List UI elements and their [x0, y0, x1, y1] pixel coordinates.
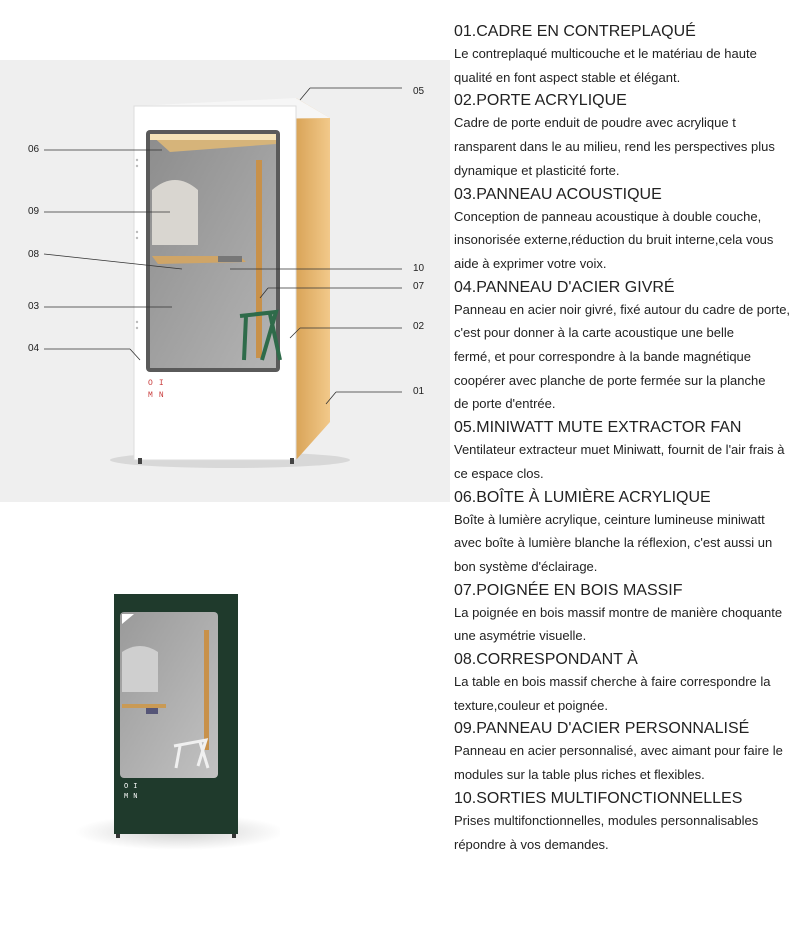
feature-08: [454, 648, 806, 717]
feature-list: [454, 20, 806, 856]
brand-letter: O: [148, 379, 159, 388]
feature-line: ce espace clos.: [454, 465, 544, 481]
feature-line: ransparent dans le au milieu, rend les perspectives plus: [454, 139, 775, 155]
feature-line: dynamique et plasticité forte.: [454, 162, 620, 178]
feature-line: c'est pour donner à la carte acoustique une belle: [454, 325, 735, 341]
feature-title: 05.MINIWATT MUTE EXTRACTOR FAN: [454, 419, 742, 437]
feature-description: [454, 508, 806, 579]
feature-description: [454, 739, 806, 786]
feature-title: 02.PORTE ACRYLIQUE: [454, 92, 627, 110]
feature-05: [454, 416, 806, 485]
booth-green-illustration: [60, 570, 280, 930]
feature-line: bon système d'éclairage.: [454, 558, 598, 574]
callout-08: 08: [28, 249, 40, 260]
feature-description: [454, 438, 806, 485]
feature-line: Cadre de porte enduit de poudre avec acrylique t: [454, 115, 736, 131]
brand-letter: N: [158, 391, 170, 400]
feature-line: une asymétrie visuelle.: [454, 628, 587, 644]
feature-line: Panneau en acier personnalisé, avec aimant pour faire le: [454, 743, 783, 759]
feature-title: 06.BOÎTE À LUMIÈRE ACRYLIQUE: [454, 488, 711, 506]
brand-letter: M: [148, 391, 159, 400]
feature-line: aide à exprimer votre voix.: [454, 255, 607, 271]
feature-line: qualité en font aspect stable et élégant.: [454, 69, 681, 85]
feature-line: texture,couleur et poignée.: [454, 697, 608, 713]
feature-line: Boîte à lumière acrylique, ceinture lumineuse miniwatt: [454, 511, 765, 527]
callout-06: 06: [28, 144, 40, 155]
brand-mark: [148, 378, 172, 402]
feature-description: [454, 205, 806, 276]
feature-02: [454, 89, 806, 182]
feature-description: [454, 809, 806, 856]
booth-green-photo: [60, 570, 280, 930]
feature-description: [454, 42, 806, 89]
callout-10: 10: [413, 263, 425, 274]
feature-06: [454, 486, 806, 579]
feature-01: [454, 20, 806, 89]
feature-line: Le contreplaqué multicouche et le matériau de haute: [454, 46, 757, 61]
feature-title: 10.SORTIES MULTIFONCTIONNELLES: [454, 789, 743, 807]
feature-07: [454, 579, 806, 648]
feature-line: La table en bois massif cherche à faire correspondre la: [454, 674, 771, 690]
feature-line: Conception de panneau acoustique à double couche,: [454, 208, 762, 224]
feature-title: 08.CORRESPONDANT À: [454, 651, 638, 669]
feature-description: [454, 670, 806, 717]
callout-03: 03: [28, 301, 40, 312]
feature-10: [454, 787, 806, 856]
feature-line: Ventilateur extracteur muet Miniwatt, fournit de l'air frais à: [454, 442, 785, 458]
feature-09: [454, 717, 806, 786]
feature-line: insonorisée externe,réduction du bruit interne,cela vous: [454, 232, 774, 248]
feature-line: fermé, et pour correspondre à la bande magnétique: [454, 349, 752, 365]
feature-title: 03.PANNEAU ACOUSTIQUE: [454, 185, 662, 203]
brand-letter: I: [158, 379, 170, 388]
brand-letter: O: [124, 783, 134, 791]
brand-letter: I: [133, 783, 143, 791]
feature-line: de porte d'entrée.: [454, 396, 556, 412]
booth-white-diagram: [0, 60, 450, 502]
booth-white-illustration: [0, 60, 450, 502]
feature-03: [454, 183, 806, 276]
callout-02: 02: [413, 321, 425, 332]
feature-description: [454, 298, 806, 417]
feature-line: Panneau en acier noir givré, fixé autour du cadre de porte,: [454, 301, 791, 317]
feature-line: Prises multifonctionnelles, modules personnalisables: [454, 812, 759, 828]
feature-title: 09.PANNEAU D'ACIER PERSONNALISÉ: [454, 720, 750, 738]
feature-title: 01.CADRE EN CONTREPLAQUÉ: [454, 23, 696, 40]
feature-description: [454, 111, 806, 182]
callout-05: 05: [413, 86, 425, 97]
feature-line: La poignée en bois massif montre de manière choquante: [454, 604, 783, 620]
feature-title: 07.POIGNÉE EN BOIS MASSIF: [454, 581, 683, 599]
callout-01: 01: [413, 386, 425, 397]
callout-04: 04: [28, 343, 40, 354]
brand-letter: M: [124, 793, 134, 801]
callout-07: 07: [413, 281, 425, 292]
feature-title: 04.PANNEAU D'ACIER GIVRÉ: [454, 278, 675, 296]
feature-description: [454, 601, 806, 648]
feature-line: modules sur la table plus riches et flexibles.: [454, 767, 705, 783]
feature-line: coopérer avec planche de porte fermée sur la planche: [454, 372, 766, 388]
callout-09: 09: [28, 206, 40, 217]
feature-line: avec boîte à lumière blanche la réflexion, c'est aussi un: [454, 535, 773, 551]
brand-mark-dark: [124, 782, 142, 802]
brand-letter: N: [133, 793, 143, 801]
feature-04: [454, 276, 806, 417]
feature-line: répondre à vos demandes.: [454, 836, 609, 852]
